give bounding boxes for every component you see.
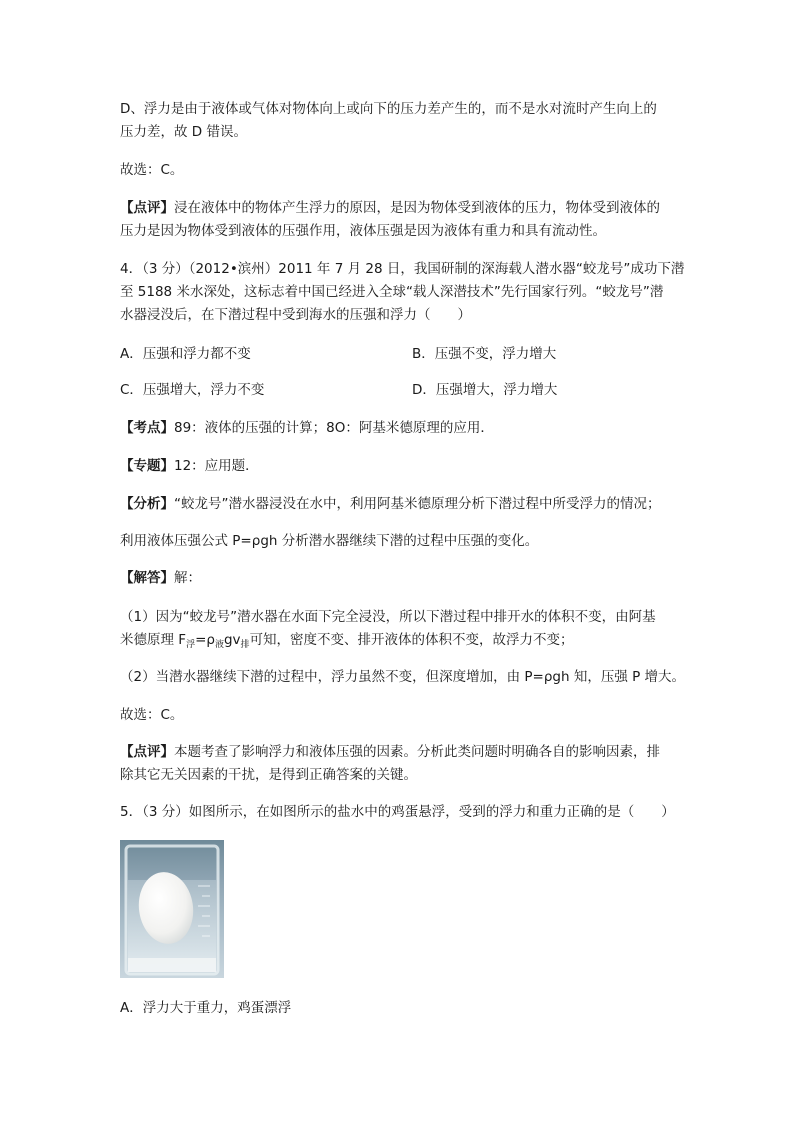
formula-tail: 可知，密度不变、排开液体的体积不变，故浮力不变； <box>249 632 574 648</box>
review-q3-line-1 <box>120 197 680 219</box>
q4-option-b: B．压强不变，浮力增大 <box>412 346 557 362</box>
review-q4-line-2: 除其它无关因素的干扰，是得到正确答案的关键。 <box>120 767 417 783</box>
q4-option-a: A．压强和浮力都不变 <box>120 346 251 362</box>
formula-rho: =ρ <box>195 632 215 648</box>
fenxi-line-1 <box>120 493 680 515</box>
answer-q3: 故选：C。 <box>120 162 184 178</box>
jieda-tag: 【解答】 <box>120 570 174 586</box>
question-5: 5．（3 分）如图所示，在如图所示的盐水中的鸡蛋悬浮，受到的浮力和重力正确的是（ ） <box>120 804 675 820</box>
jieda-text: 解： <box>174 570 201 586</box>
subscript-fu: 浮 <box>186 640 196 650</box>
fenxi-text: “蛟龙号”潜水器浸没在水中，利用阿基米德原理分析下潜过程中所受浮力的情况； <box>174 496 661 512</box>
formula-gv: gv <box>223 632 241 648</box>
kaodian-tag: 【考点】 <box>120 420 174 436</box>
q4-option-c: C．压强增大，浮力不变 <box>120 382 265 398</box>
formula-f: 米德原理 F <box>120 632 187 648</box>
question-4-line-1: 4．（3 分）（2012•滨州）2011 年 7 月 28 日，我国研制的深海载人潜水器“蛟龙号”成功下潜 <box>120 261 685 277</box>
review-tag: 【点评】 <box>120 744 174 760</box>
review-q3-line-2: 压力是因为物体受到液体的压强作用，液体压强是因为液体有重力和具有流动性。 <box>120 223 606 239</box>
solution-1-line-2 <box>120 629 680 651</box>
review-q4-line-1 <box>120 741 680 763</box>
egg-in-beaker-icon <box>120 840 224 978</box>
review-text: 浸在液体中的物体产生浮力的原因，是因为物体受到液体的压力，物体受到液体的 <box>174 200 660 216</box>
kaodian <box>120 417 680 439</box>
zhuanti-tag: 【专题】 <box>120 458 174 474</box>
zhuanti <box>120 455 680 477</box>
solution-1-line-1: （1）因为“蛟龙号”潜水器在水面下完全浸没，所以下潜过程中排开水的体积不变，由阿基 <box>120 609 656 625</box>
zhuanti-text: 12：应用题． <box>174 458 259 474</box>
q4-option-d: D．压强增大，浮力增大 <box>412 382 558 398</box>
solution-2: （2）当潜水器继续下潜的过程中，浮力虽然不变，但深度增加，由 P=ρgh 知，压强 P 增大。 <box>120 669 686 685</box>
fenxi-line-2: 利用液体压强公式 P=ρgh 分析潜水器继续下潜的过程中压强的变化。 <box>120 533 539 549</box>
kaodian-text: 89：液体的压强的计算；8O：阿基米德原理的应用． <box>174 420 494 436</box>
egg-in-beaker-photo <box>120 840 224 978</box>
fenxi-tag: 【分析】 <box>120 496 174 512</box>
option-d-explanation-line-1: D、浮力是由于液体或气体对物体向上或向下的压力差产生的，而不是水对流时产生向上的 <box>120 101 657 117</box>
review-text: 本题考查了影响浮力和液体压强的因素。分析此类问题时明确各自的影响因素，排 <box>174 744 660 760</box>
subscript-pai: 排 <box>240 640 250 650</box>
answer-q4: 故选：C。 <box>120 707 184 723</box>
review-tag: 【点评】 <box>120 200 174 216</box>
question-4-line-3: 水器浸没后，在下潜过程中受到海水的压强和浮力（ ） <box>120 307 471 323</box>
q5-option-a: A．浮力大于重力，鸡蛋漂浮 <box>120 1000 292 1016</box>
subscript-ye: 液 <box>214 640 224 650</box>
option-d-explanation-line-2: 压力差，故 D 错误。 <box>120 124 247 140</box>
jieda <box>120 567 680 589</box>
question-4-line-2: 至 5188 米水深处，这标志着中国已经进入全球“载人深潜技术”先行国家行列。“蛟龙号”潜 <box>120 284 664 300</box>
